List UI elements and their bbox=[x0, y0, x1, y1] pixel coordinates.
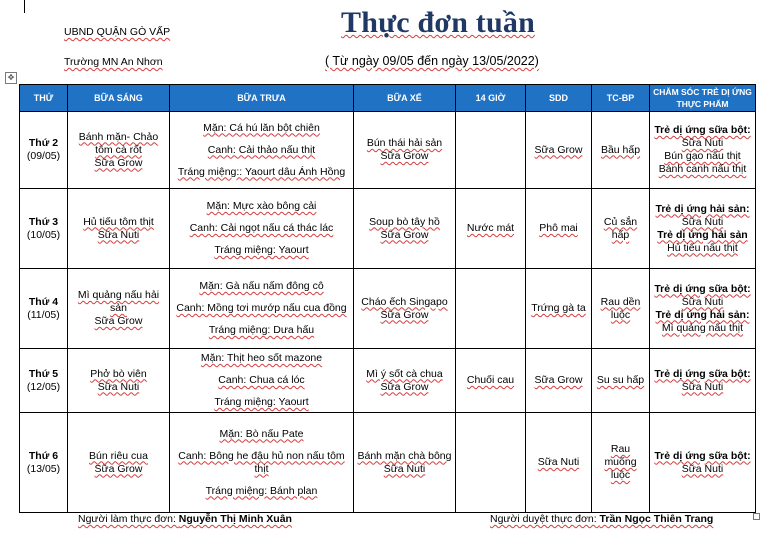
allergy-care-item: Trẻ dị ứng sữa bột: bbox=[654, 367, 751, 380]
allergy-care-item: Mì quảng nấu thịt bbox=[661, 321, 744, 334]
lunch-item: Canh: Mồng tơi mướp nấu cua đồng bbox=[176, 302, 347, 314]
snack-item: Sữa Grow bbox=[380, 228, 429, 241]
breakfast-cell bbox=[68, 413, 170, 513]
tcbp-item: Bầu hấp bbox=[600, 143, 641, 156]
breakfast-item: Mì quảng nấu hải sản bbox=[77, 289, 160, 314]
allergy-care-item: Trẻ dị ứng hải sản: bbox=[655, 202, 750, 215]
lunch-item: Mặn: Bò nấu Pate bbox=[219, 427, 304, 440]
day-cell bbox=[20, 189, 68, 269]
allergy-care-cell bbox=[650, 269, 756, 349]
snack-cell bbox=[354, 413, 456, 513]
breakfast-item: Sữa Nuti bbox=[97, 380, 140, 393]
tcbp-item: Củ sắn hấp bbox=[603, 215, 638, 241]
allergy-care-cell bbox=[650, 413, 756, 513]
table-move-handle-icon[interactable]: ✥ bbox=[5, 72, 17, 84]
day-name: Thứ 3 bbox=[28, 215, 59, 228]
page-title: Thực đơn tuần bbox=[341, 6, 535, 39]
h14-cell bbox=[456, 112, 526, 189]
breakfast-cell bbox=[68, 269, 170, 349]
snack-item: Sữa Grow bbox=[380, 308, 429, 321]
approver-name: Trần Ngọc Thiên Trang bbox=[599, 513, 714, 525]
snack-item: Bánh mặn chà bông bbox=[357, 449, 452, 462]
allergy-care-item: Sữa Nuti bbox=[681, 380, 724, 393]
day-name: Thứ 2 bbox=[28, 137, 59, 149]
sdd-item: Sữa Grow bbox=[534, 143, 583, 156]
date-range: ( Từ ngày 09/05 đến ngày 13/05/2022) bbox=[325, 54, 539, 68]
breakfast-item: Sữa Grow bbox=[94, 156, 143, 169]
snack-cell bbox=[354, 349, 456, 413]
lunch-item: Canh: Bông he đậu hủ non nấu tôm thịt bbox=[178, 449, 345, 475]
h14-cell bbox=[456, 413, 526, 513]
allergy-care-item: Bánh canh nấu thịt bbox=[658, 163, 747, 175]
tcbp-cell bbox=[592, 269, 650, 349]
lunch-item: Canh: Cải thảo nấu thịt bbox=[207, 143, 316, 156]
tcbp-cell bbox=[592, 112, 650, 189]
sdd-item: Phô mai bbox=[539, 222, 578, 234]
table-resize-handle[interactable] bbox=[753, 513, 760, 520]
col-header-snack: BỮA XẾ bbox=[354, 85, 456, 112]
day-date: (10/05) bbox=[26, 228, 61, 241]
day-date: (11/05) bbox=[27, 308, 60, 321]
allergy-care-item: Trẻ dị ứng sữa bột: bbox=[654, 124, 751, 136]
lunch-cell bbox=[170, 413, 354, 513]
sdd-cell bbox=[526, 269, 592, 349]
lunch-item: Tráng miệng: Dưa hấu bbox=[208, 324, 315, 336]
breakfast-item: Bún riêu cua bbox=[89, 449, 148, 462]
snack-item: Sữa Grow bbox=[380, 380, 429, 393]
tcbp-cell bbox=[592, 189, 650, 269]
snack-cell bbox=[354, 269, 456, 349]
allergy-care-item: Trẻ dị ứng hải sản bbox=[657, 228, 748, 241]
lunch-item: Tráng miệng: Bánh plan bbox=[205, 484, 318, 497]
col-header-day: THỨ bbox=[20, 85, 68, 112]
header-row bbox=[20, 85, 756, 112]
breakfast-cell bbox=[68, 189, 170, 269]
snack-cell bbox=[354, 189, 456, 269]
school-name: Trường MN An Nhơn bbox=[64, 56, 163, 68]
breakfast-item: Sữa Nuti bbox=[97, 228, 140, 241]
menu-approver bbox=[490, 513, 713, 525]
col-header-allergy-care: CHĂM SÓC TRẺ DỊ ỨNG THỰC PHẨM bbox=[650, 85, 756, 112]
menu-row bbox=[20, 112, 756, 189]
breakfast-item: Hủ tiếu tôm thịt bbox=[83, 215, 154, 228]
tcbp-item: Su su hấp bbox=[596, 374, 645, 386]
maker-label: Người làm thực đơn: bbox=[78, 513, 179, 525]
allergy-care-item: Trẻ dị ứng sữa bột: bbox=[654, 282, 751, 295]
tcbp-item: Rau muống luộc bbox=[604, 443, 637, 481]
sdd-cell bbox=[526, 349, 592, 413]
h14-cell bbox=[456, 269, 526, 349]
breakfast-item: Bánh mặn- Chảo tôm cà rốt bbox=[78, 130, 159, 156]
col-header-breakfast: BỮA SÁNG bbox=[68, 85, 170, 112]
allergy-care-item: Bún gạo nấu thịt bbox=[664, 150, 741, 162]
menu-row bbox=[20, 269, 756, 349]
allergy-care-item: Trẻ dị ứng sữa bột: bbox=[654, 449, 751, 462]
allergy-care-cell bbox=[650, 349, 756, 413]
allergy-care-cell bbox=[650, 189, 756, 269]
lunch-item: Tráng miệng: Yaourt bbox=[214, 396, 309, 408]
day-name: Thứ 6 bbox=[28, 449, 59, 462]
day-cell bbox=[20, 413, 68, 513]
day-cell bbox=[20, 112, 68, 189]
day-cell bbox=[20, 349, 68, 413]
maker-name: Nguyễn Thị Minh Xuân bbox=[178, 513, 292, 525]
breakfast-item: Sữa Grow bbox=[94, 315, 143, 327]
lunch-item: Canh: Chua cá lóc bbox=[218, 374, 305, 386]
breakfast-item: Sữa Grow bbox=[94, 462, 143, 475]
sdd-item: Sữa Nuti bbox=[537, 456, 580, 468]
h14-cell bbox=[456, 189, 526, 269]
col-header-sdd: SDD bbox=[526, 85, 592, 112]
lunch-cell bbox=[170, 349, 354, 413]
snack-cell bbox=[354, 112, 456, 189]
lunch-cell bbox=[170, 112, 354, 189]
sdd-cell bbox=[526, 189, 592, 269]
menu-row bbox=[20, 189, 756, 269]
snack-item: Soup bò tây hồ bbox=[369, 215, 440, 228]
col-header-tcbp: TC-BP bbox=[592, 85, 650, 112]
tcbp-cell bbox=[592, 413, 650, 513]
tcbp-item: Rau dền luộc bbox=[600, 295, 641, 321]
lunch-cell bbox=[170, 269, 354, 349]
menu-row bbox=[20, 349, 756, 413]
snack-item: Mì ý sốt cà chua bbox=[366, 367, 443, 380]
breakfast-item: Phở bò viên bbox=[90, 367, 147, 380]
allergy-care-cell bbox=[650, 112, 756, 189]
lunch-item: Mặn: Thịt heo sốt mazone bbox=[200, 352, 323, 364]
lunch-item: Mặn: Mực xào bông cải bbox=[206, 200, 317, 212]
snack-item: Bún thái hải sản bbox=[366, 137, 443, 149]
lunch-item: Canh: Cải ngọt nấu cá thác lác bbox=[189, 222, 334, 234]
h14-item: Chuối cau bbox=[466, 374, 515, 386]
breakfast-cell bbox=[68, 349, 170, 413]
snack-item: Sữa Nuti bbox=[383, 462, 426, 475]
text-cursor bbox=[24, 0, 25, 13]
day-date: (09/05) bbox=[26, 150, 61, 162]
snack-item: Sữa Grow bbox=[380, 150, 429, 162]
sdd-item: Trứng gà ta bbox=[531, 302, 586, 314]
lunch-item: Mặn: Cá hú lăn bột chiên bbox=[203, 121, 320, 134]
day-date: (12/05) bbox=[26, 380, 61, 393]
sdd-cell bbox=[526, 413, 592, 513]
tcbp-cell bbox=[592, 349, 650, 413]
org-name: UBND QUẬN GÒ VẤP bbox=[64, 26, 171, 38]
sdd-cell bbox=[526, 112, 592, 189]
lunch-item: Tráng miệng: Yaourt bbox=[214, 244, 309, 256]
menu-table bbox=[19, 84, 756, 513]
breakfast-cell bbox=[68, 112, 170, 189]
day-name: Thứ 4 bbox=[28, 295, 59, 308]
allergy-care-item: Sữa Nuti bbox=[681, 137, 724, 149]
snack-item: Cháo ếch Singapo bbox=[361, 295, 448, 308]
lunch-item: Tráng miệng:: Yaourt dâu Ánh Hồng bbox=[177, 165, 346, 178]
h14-cell bbox=[456, 349, 526, 413]
allergy-care-item: Sữa Nuti bbox=[681, 215, 724, 228]
day-cell bbox=[20, 269, 68, 349]
approver-label: Người duyệt thực đơn: bbox=[490, 513, 600, 525]
allergy-care-item: Trẻ dị ứng hải sản: bbox=[655, 308, 750, 321]
allergy-care-item: Sữa Nuti bbox=[681, 295, 724, 308]
menu-maker bbox=[78, 513, 292, 525]
col-header-14h: 14 GIỜ bbox=[456, 85, 526, 112]
allergy-care-item: Sữa Nuti bbox=[681, 462, 724, 475]
lunch-item: Mặn: Gà nấu nấm đông cô bbox=[199, 280, 324, 292]
h14-item: Nước mát bbox=[466, 222, 515, 234]
sdd-item: Sữa Grow bbox=[534, 374, 583, 386]
lunch-cell bbox=[170, 189, 354, 269]
col-header-lunch: BỮA TRƯA bbox=[170, 85, 354, 112]
day-date: (13/05) bbox=[26, 462, 61, 475]
day-name: Thứ 5 bbox=[28, 367, 59, 380]
allergy-care-item: Hủ tiếu nấu thịt bbox=[667, 241, 738, 254]
menu-row bbox=[20, 413, 756, 513]
